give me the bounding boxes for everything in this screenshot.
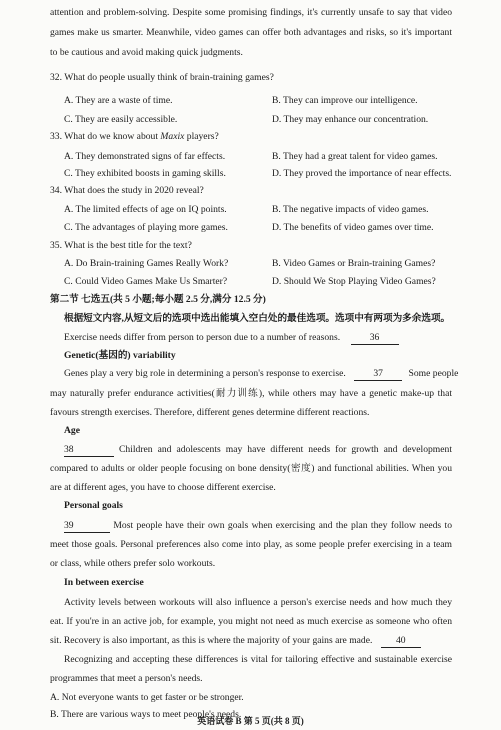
question-33-stem bbox=[50, 131, 219, 143]
section-heading: 第二节 七选五(共 5 小题;每小题 2.5 分,满分 12.5 分) bbox=[50, 294, 266, 305]
stem-suffix: players? bbox=[184, 131, 219, 142]
between-line-3 bbox=[50, 635, 421, 648]
blank-36[interactable]: 36 bbox=[351, 332, 399, 345]
goals-line-2: meet those goals. Personal preferences also come into play, as some people prefer exercising in a team bbox=[50, 539, 452, 550]
question-35-stem: 35. What is the best title for the text? bbox=[50, 240, 192, 251]
closing-line-2: programmes that meet a person's needs. bbox=[50, 673, 203, 684]
intro-text: Exercise needs differ from person to person due to a number of reasons. bbox=[64, 332, 341, 343]
passage-line: games make us smarter. Meanwhile, video games can offer both advantages and risks, so it's important bbox=[50, 27, 452, 38]
stem-italic: Maxix bbox=[160, 131, 185, 142]
blank-40[interactable]: 40 bbox=[381, 635, 421, 648]
genetic-line-3: favours strength exercises. Therefore, different genes determine different reactions. bbox=[50, 407, 370, 418]
q35-option-c: C. Could Video Games Make Us Smarter? bbox=[64, 276, 228, 287]
goals-line-1 bbox=[64, 520, 452, 533]
q33-option-b: B. They had a great talent for video games. bbox=[272, 151, 438, 162]
subheading-between: In between exercise bbox=[64, 577, 144, 588]
q32-option-c: C. They are easily accessible. bbox=[64, 114, 178, 125]
subheading-age: Age bbox=[64, 425, 80, 436]
q34-option-a: A. The limited effects of age on IQ points. bbox=[64, 204, 227, 215]
q32-option-b: B. They can improve our intelligence. bbox=[272, 95, 418, 106]
age-text: Children and adolescents may have different needs for growth and development bbox=[119, 444, 452, 455]
stem-prefix: 33. What do we know about bbox=[50, 131, 161, 142]
between-line-2: eat. If you're in an active job, for example, you might not need as much exercise as someone who often bbox=[50, 616, 452, 627]
q34-option-d: D. The benefits of video games over time. bbox=[272, 222, 434, 233]
q34-option-b: B. The negative impacts of video games. bbox=[272, 204, 429, 215]
goals-text: Most people have their own goals when exercising and the plan they follow needs to bbox=[113, 520, 452, 531]
age-line-1 bbox=[64, 444, 452, 457]
q35-option-b: B. Video Games or Brain-training Games? bbox=[272, 258, 436, 269]
q32-option-a: A. They are a waste of time. bbox=[64, 95, 173, 106]
between-text: sit. Recovery is also important, as this is where the majority of your gains are made. bbox=[50, 635, 373, 646]
blank-37[interactable]: 37 bbox=[354, 368, 402, 381]
q33-option-c: C. They exhibited boosts in gaming skills. bbox=[64, 168, 226, 179]
between-line-1: Activity levels between workouts will also influence a person's exercise needs and how much they bbox=[64, 597, 452, 608]
section-instructions: 根据短文内容,从短文后的选项中选出能填入空白处的最佳选项。选项中有两项为多余选项。 bbox=[64, 313, 451, 324]
q35-option-d: D. Should We Stop Playing Video Games? bbox=[272, 276, 436, 287]
age-line-3: are at different ages, you have to choose different exercise. bbox=[50, 482, 276, 493]
passage-line: to be cautious and avoid making quick judgments. bbox=[50, 47, 243, 58]
subheading-genetic: Genetic(基因的) variability bbox=[64, 350, 176, 361]
question-32-stem: 32. What do people usually think of brain-training games? bbox=[50, 72, 274, 83]
closing-line-1: Recognizing and accepting these differences is vital for tailoring effective and sustainable exercise bbox=[64, 654, 452, 665]
q34-option-c: C. The advantages of playing more games. bbox=[64, 222, 228, 233]
genetic-line-1 bbox=[64, 368, 458, 381]
goals-line-3: or class, while others prefer solo workouts. bbox=[50, 558, 216, 569]
subheading-goals: Personal goals bbox=[64, 500, 123, 511]
q33-option-a: A. They demonstrated signs of far effects. bbox=[64, 151, 226, 162]
page-footer: 英语试卷 B 第 5 页(共 8 页) bbox=[197, 716, 304, 726]
q33-option-d: D. They proved the importance of near effects. bbox=[272, 168, 452, 179]
q32-option-d: D. They may enhance our concentration. bbox=[272, 114, 429, 125]
q35-option-a: A. Do Brain-training Games Really Work? bbox=[64, 258, 229, 269]
genetic-line-2: may naturally prefer endurance activities(耐力训练), while others may have a genetic make-up that bbox=[50, 388, 452, 399]
intro-line bbox=[64, 332, 399, 345]
genetic-text: Genes play a very big role in determining a person's response to exercise. bbox=[64, 368, 346, 379]
blank-38[interactable]: 38 bbox=[64, 444, 114, 457]
choice-b: B. There are various ways to meet people's needs. bbox=[50, 709, 242, 720]
question-34-stem: 34. What does the study in 2020 reveal? bbox=[50, 185, 204, 196]
blank-39[interactable]: 39 bbox=[64, 520, 110, 533]
choice-a: A. Not everyone wants to get faster or be stronger. bbox=[50, 692, 244, 703]
age-line-2: compared to adults or older people focusing on bone density(密度) and functional abilities. When you bbox=[50, 463, 452, 474]
genetic-text-cont: Some people bbox=[408, 368, 459, 379]
passage-line: attention and problem-solving. Despite some promising findings, it's currently unsafe to say that video bbox=[50, 7, 452, 18]
